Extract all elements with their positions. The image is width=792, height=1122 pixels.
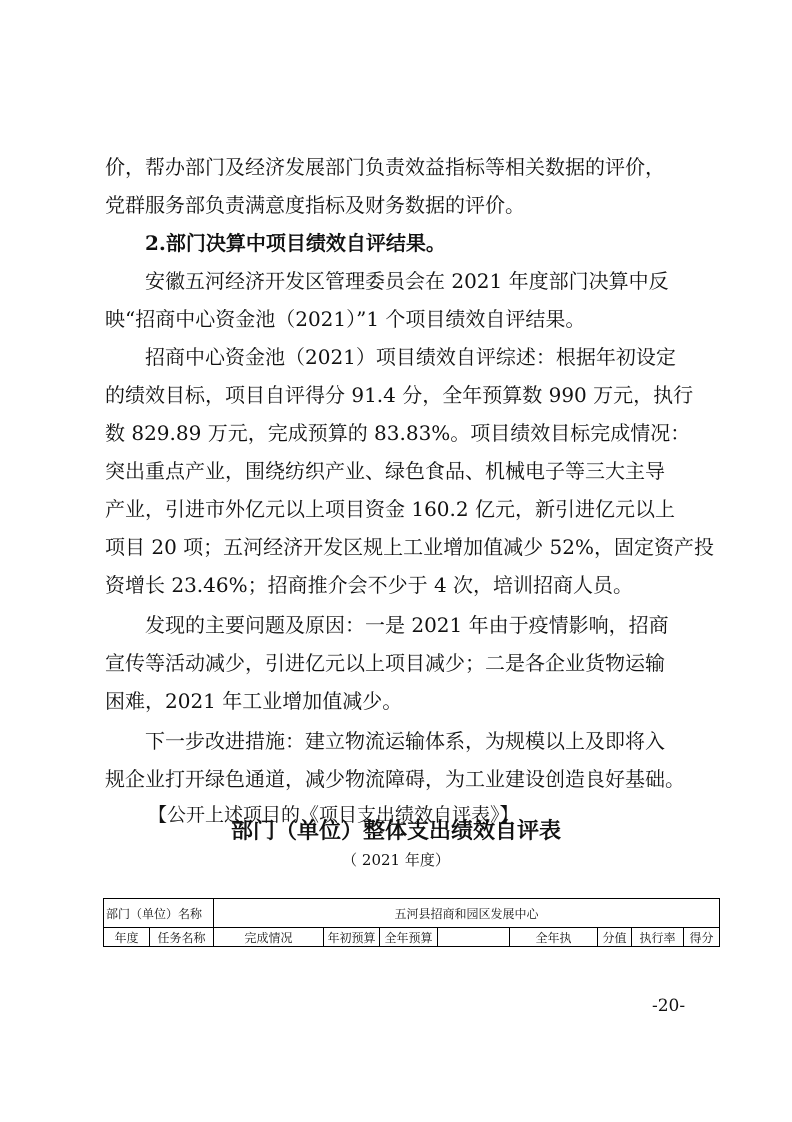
header-cell: 任务名称 (150, 928, 214, 947)
body-line-14: 宣传等活动减少，引进亿元以上项目减少；二是各企业货物运输 (105, 651, 665, 675)
form-year: （ 2021 年度） (342, 851, 450, 869)
body-line-10: 产业，引进市外亿元以上项目资金 160.2 亿元，新引进亿元以上 (105, 497, 675, 521)
body-line-16: 下一步改进措施：建立物流运输体系，为规模以上及即将入 (145, 729, 665, 753)
header-cell: 完成情况 (214, 928, 324, 947)
body-line-6: 招商中心资金池（2021）项目绩效自评综述：根据年初设定 (145, 345, 676, 369)
header-cell: 得分 (684, 928, 720, 947)
body-line-12: 资增长 23.46%；招商推介会不少于 4 次，培训招商人员。 (105, 573, 634, 597)
section-heading: 2.部门决算中项目绩效自评结果。 (145, 231, 446, 255)
body-line-2: 党群服务部负责满意度指标及财务数据的评价。 (105, 193, 525, 217)
body-line-7: 的绩效目标，项目自评得分 91.4 分，全年预算数 990 万元，执行 (105, 383, 694, 407)
dept-label-cell: 部门（单位）名称 (104, 899, 214, 928)
header-cell: 年初预算 (324, 928, 380, 947)
body-line-8: 数 829.89 万元，完成预算的 83.83%。项目绩效目标完成情况： (105, 421, 691, 445)
header-cell (438, 928, 510, 947)
header-cell: 执行率 (632, 928, 684, 947)
publication-note: 【公开上述项目的《项目支出绩效自评表》】 (148, 804, 519, 826)
header-cell: 分值 (598, 928, 632, 947)
header-cell: 全年预算 (380, 928, 438, 947)
body-line-5: 映“招商中心资金池（2021）”1 个项目绩效自评结果。 (105, 307, 586, 331)
header-row (104, 928, 720, 947)
body-line-1: 价，帮办部门及经济发展部门负责效益指标等相关数据的评价， (105, 155, 665, 179)
header-cell: 全年执 (510, 928, 598, 947)
dept-value-cell: 五河县招商和园区发展中心 (214, 899, 720, 928)
body-line-9: 突出重点产业，围绕纺织产业、绿色食品、机械电子等三大主导 (105, 459, 665, 483)
body-line-17: 规企业打开绿色通道，减少物流障碍，为工业建设创造良好基础。 (105, 767, 685, 791)
header-cell: 年度 (104, 928, 150, 947)
form-title: 部门（单位）整体支出绩效自评表 (230, 819, 561, 844)
body-line-13: 发现的主要问题及原因：一是 2021 年由于疫情影响，招商 (145, 613, 669, 637)
body-line-4: 安徽五河经济开发区管理委员会在 2021 年度部门决算中反 (145, 269, 669, 293)
self-evaluation-table (103, 898, 720, 947)
dept-row (104, 899, 720, 928)
page-number: -20- (652, 996, 686, 1016)
body-line-15: 困难，2021 年工业增加值减少。 (105, 689, 403, 713)
body-line-11: 项目 20 项；五河经济开发区规上工业增加值减少 52%，固定资产投 (105, 535, 714, 559)
